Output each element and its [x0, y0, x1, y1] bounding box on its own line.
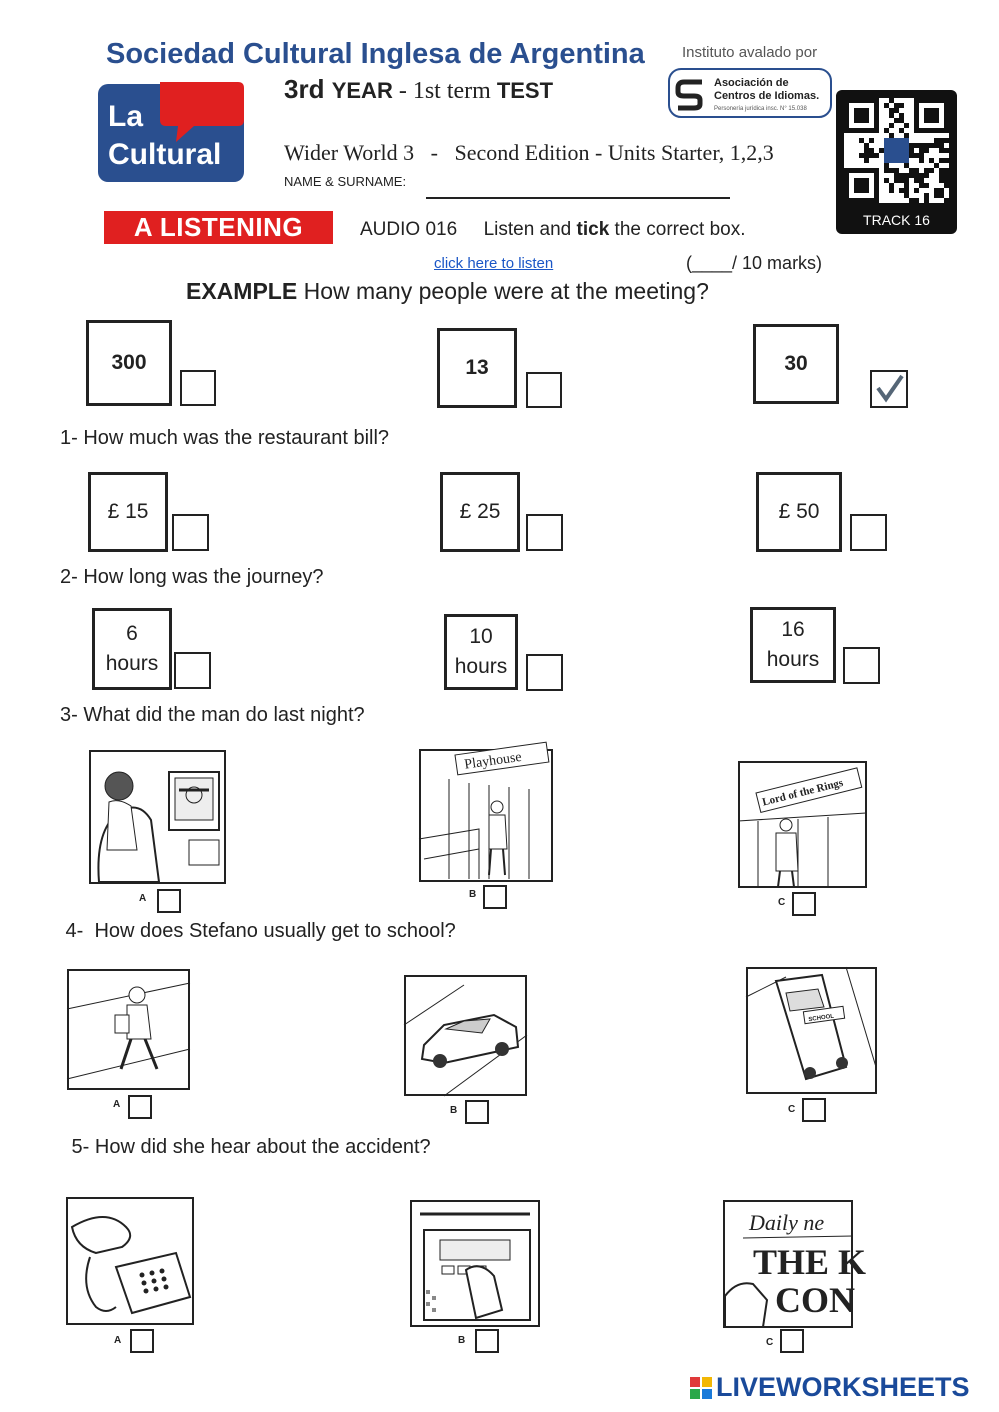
- example-checkbox-a[interactable]: [180, 370, 216, 406]
- q4-option-label-c: C: [788, 1104, 796, 1115]
- test-word: TEST: [496, 78, 554, 103]
- q5-newspaper-headline1: THE K: [753, 1242, 867, 1282]
- option-unit: hours: [766, 648, 820, 671]
- logo-text-la: La: [108, 100, 144, 133]
- q4-checkbox-b[interactable]: [465, 1100, 489, 1124]
- section-title-listening: A LISTENING: [104, 211, 333, 244]
- q5-newspaper-masthead: Daily ne: [749, 1210, 825, 1235]
- example-option-a: [86, 320, 172, 406]
- option-text: £ 25: [459, 500, 501, 523]
- liveworksheets-text: LIVEWORKSHEETS: [716, 1372, 970, 1402]
- q5-checkbox-b[interactable]: [475, 1329, 499, 1353]
- logo-text-cultural: Cultural: [108, 138, 222, 171]
- organization-title: Sociedad Cultural Inglesa de Argentina: [106, 38, 645, 70]
- instruction-pre: Listen and: [483, 219, 577, 240]
- checkmark-icon: [872, 372, 906, 406]
- instruction: [360, 219, 746, 241]
- question-5: 5- How did she hear about the accident?: [66, 1136, 431, 1158]
- q3-checkbox-a[interactable]: [157, 889, 181, 913]
- q4-option-label-a: A: [113, 1099, 121, 1110]
- track-label: TRACK 16: [863, 212, 930, 228]
- q2-checkbox-c[interactable]: [843, 647, 880, 684]
- q2-checkbox-b[interactable]: [526, 654, 563, 691]
- q4-checkbox-a[interactable]: [128, 1095, 152, 1119]
- question-1: 1- How much was the restaurant bill?: [60, 427, 390, 449]
- name-label: NAME & SURNAME:: [284, 174, 407, 189]
- option-number: 6: [126, 622, 138, 645]
- institute-label: Instituto avalado por: [682, 44, 818, 61]
- example-text: How many people were at the meeting?: [297, 278, 709, 304]
- option-unit: hours: [105, 652, 159, 675]
- year-word: YEAR: [331, 78, 393, 103]
- test-title: [284, 74, 553, 105]
- audio-label: AUDIO 016: [360, 219, 458, 240]
- option-text: 300: [111, 351, 147, 374]
- acil-line2: Centros de Idiomas.: [714, 90, 820, 102]
- instruction-post: the correct box.: [609, 219, 746, 240]
- q1-option-c: [756, 472, 842, 552]
- q3-checkbox-b[interactable]: [483, 885, 507, 909]
- name-input-line[interactable]: [426, 197, 730, 199]
- q2-checkbox-a[interactable]: [174, 652, 211, 689]
- q5-picture-phone: [66, 1197, 194, 1325]
- option-text: 30: [784, 352, 808, 375]
- q3-option-label-c: C: [778, 897, 786, 908]
- liveworksheets-brand[interactable]: [690, 1372, 970, 1403]
- qr-center-logo: [884, 138, 909, 163]
- example-option-b: [437, 328, 517, 408]
- q4-sign-school: SCHOOL: [808, 1013, 835, 1024]
- acil-line3: Personería jurídica insc. N° 15.038: [714, 106, 807, 112]
- q4-picture-car: [404, 975, 527, 1096]
- q3-option-label-a: A: [139, 893, 147, 904]
- example-checkbox-b[interactable]: [526, 372, 562, 408]
- q3-picture-cinema: [738, 761, 867, 888]
- question-4: 4- How does Stefano usually get to school?: [60, 920, 456, 942]
- qr-code[interactable]: [836, 90, 957, 234]
- qr-pattern: [844, 98, 949, 203]
- option-unit: hours: [454, 655, 508, 678]
- question-2: 2- How long was the journey?: [60, 566, 324, 588]
- q5-option-label-a: A: [114, 1335, 122, 1346]
- option-text: 13: [465, 356, 489, 379]
- q3-sign-playhouse: Playhouse: [463, 749, 523, 773]
- q3-checkbox-c[interactable]: [792, 892, 816, 916]
- q5-checkbox-c[interactable]: [780, 1329, 804, 1353]
- q5-newspaper-headline2: CON: [775, 1280, 855, 1320]
- option-text: £ 50: [778, 500, 820, 523]
- q5-picture-radio: [410, 1200, 540, 1327]
- q1-option-a: [88, 472, 168, 552]
- q2-option-c: [750, 607, 836, 683]
- q2-option-a: [92, 608, 172, 690]
- listen-link[interactable]: click here to listen: [434, 255, 554, 272]
- q3-option-label-b: B: [469, 889, 477, 900]
- example-checkbox-c[interactable]: [870, 370, 908, 408]
- year-number: 3rd: [284, 74, 325, 104]
- q1-checkbox-b[interactable]: [526, 514, 563, 551]
- marks-label: (____/ 10 marks): [686, 253, 823, 273]
- q5-picture-newspaper: [723, 1200, 867, 1328]
- la-cultural-logo: [98, 80, 244, 182]
- q1-checkbox-a[interactable]: [172, 514, 209, 551]
- book-info: Wider World 3 - Second Edition - Units Starter, 1,2,3: [284, 140, 774, 165]
- q2-option-b: [444, 614, 518, 690]
- question-3: 3- What did the man do last night?: [60, 704, 365, 726]
- q1-checkbox-c[interactable]: [850, 514, 887, 551]
- term-label: - 1st term: [392, 78, 497, 104]
- q4-option-label-b: B: [450, 1105, 458, 1116]
- acil-logo: [668, 68, 832, 118]
- q1-option-b: [440, 472, 520, 552]
- example-label: EXAMPLE: [186, 278, 298, 304]
- option-number: 10: [469, 625, 493, 648]
- q4-picture-bus: [746, 967, 877, 1094]
- option-number: 16: [781, 618, 805, 641]
- option-text: £ 15: [107, 500, 149, 523]
- q4-checkbox-c[interactable]: [802, 1098, 826, 1122]
- q5-option-label-b: B: [458, 1335, 466, 1346]
- acil-line1: Asociación de: [714, 77, 789, 89]
- example-option-c: [753, 324, 839, 404]
- q3-picture-theatre: [419, 749, 553, 882]
- liveworksheets-logo-icon: [690, 1377, 712, 1399]
- q4-picture-walk: [67, 969, 190, 1090]
- q5-option-label-c: C: [766, 1337, 774, 1348]
- q3-picture-tv: [89, 750, 226, 884]
- instruction-bold: tick: [576, 219, 610, 240]
- q3-sign-lotr: Lord of the Rings: [761, 776, 845, 809]
- q5-checkbox-a[interactable]: [130, 1329, 154, 1353]
- example-question: [186, 278, 709, 305]
